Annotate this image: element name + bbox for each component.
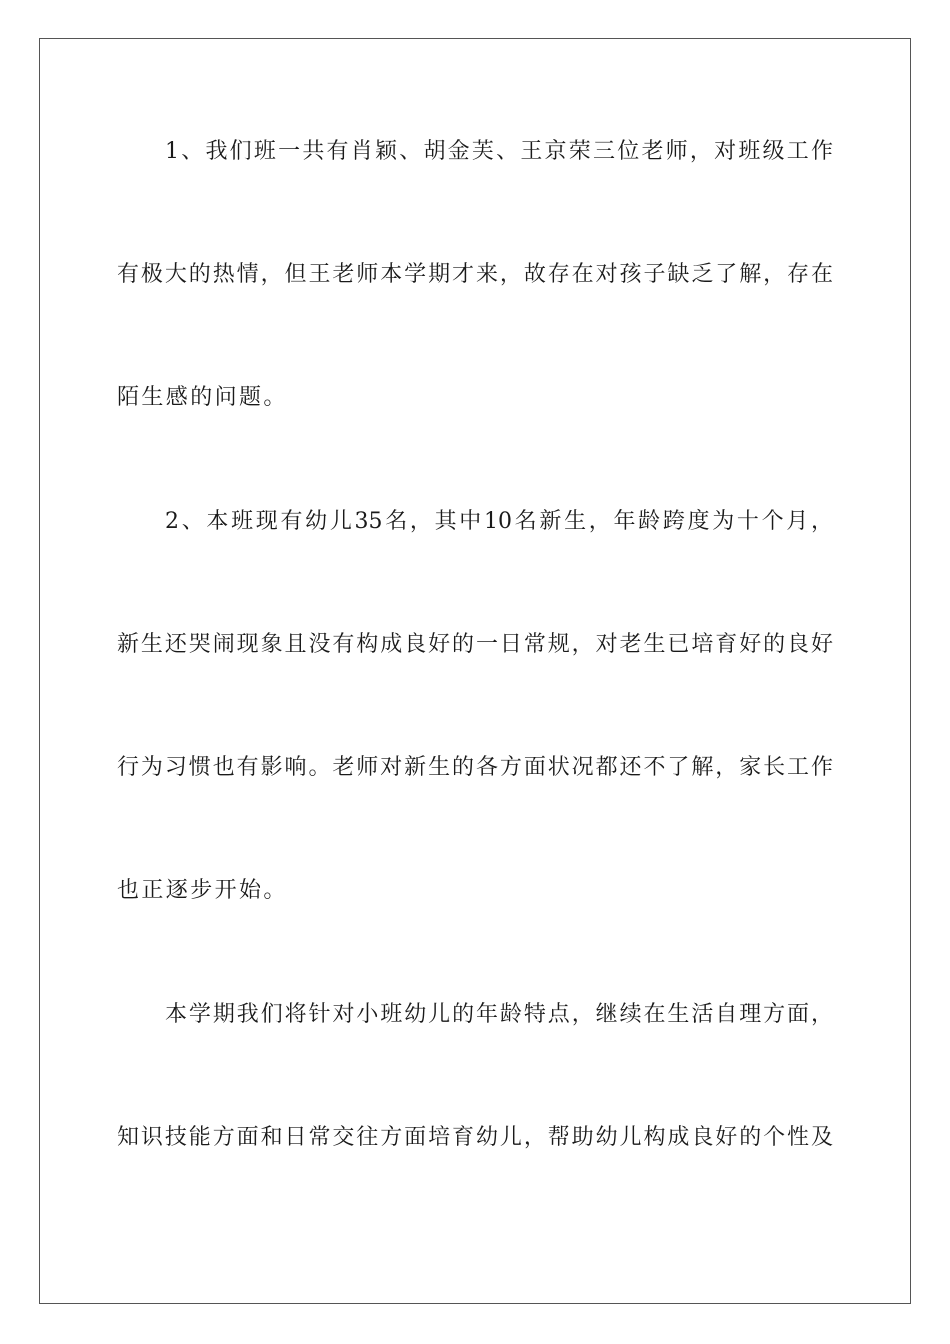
- paragraph-1-line-1: 1、我们班一共有肖颖、胡金芙、王京荣三位老师，对班级工作: [165, 139, 833, 164]
- paragraph-1-line-2: 有极大的热情，但王老师本学期才来，故存在对孩子缺乏了解，存在: [117, 262, 833, 287]
- paragraph-2-line-3: 行为习惯也有影响。老师对新生的各方面状况都还不了解，家长工作: [117, 755, 833, 780]
- paragraph-2-line-1: 2、本班现有幼儿35名，其中10名新生，年龄跨度为十个月，: [165, 509, 833, 534]
- paragraph-3-line-2: 知识技能方面和日常交往方面培育幼儿，帮助幼儿构成良好的个性及: [117, 1125, 833, 1150]
- paragraph-2-line-2: 新生还哭闹现象且没有构成良好的一日常规，对老生已培育好的良好: [117, 632, 833, 657]
- paragraph-1-line-3: 陌生感的问题。: [117, 385, 288, 410]
- paragraph-2-line-4: 也正逐步开始。: [117, 878, 288, 903]
- paragraph-3-line-1: 本学期我们将针对小班幼儿的年龄特点，继续在生活自理方面，: [165, 1002, 833, 1027]
- page-border: [39, 38, 911, 1304]
